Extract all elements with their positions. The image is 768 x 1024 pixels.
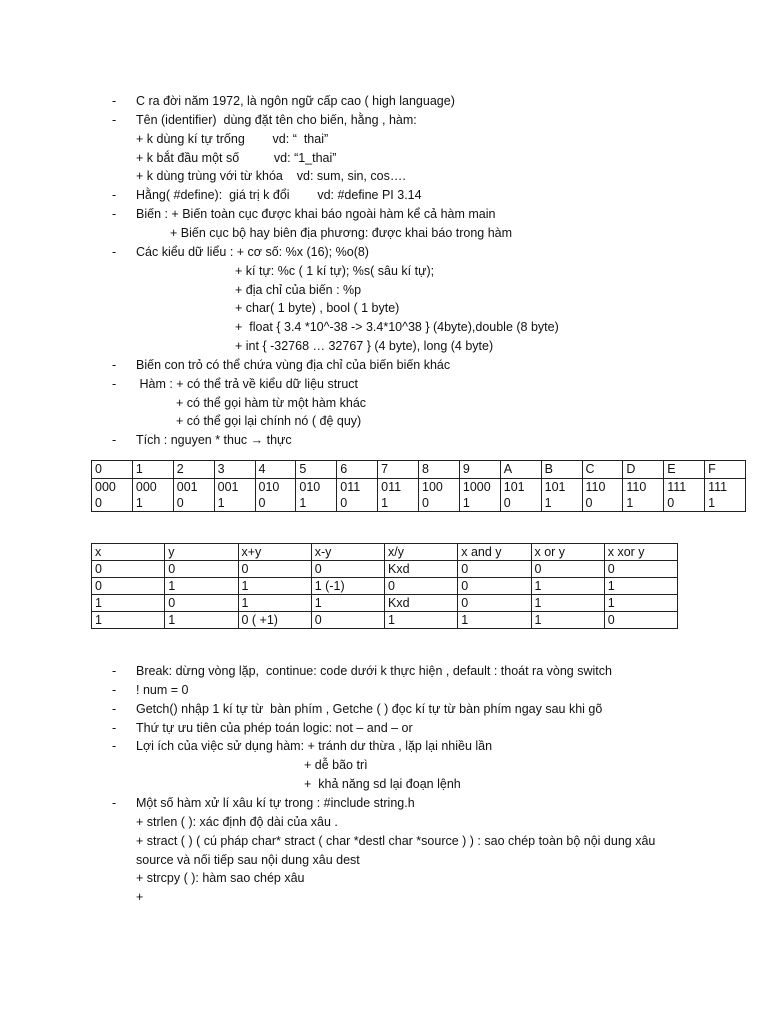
hex-header-cell: 0	[92, 461, 133, 479]
hex-binary-cell	[92, 479, 133, 512]
hex-binary-cell	[582, 479, 623, 512]
hex-binary-cell	[296, 479, 337, 512]
ops-cell: 1	[604, 578, 677, 595]
binary-high-bits: 111	[667, 480, 687, 494]
ops-cell: 0	[604, 561, 677, 578]
ops-cell: 0	[238, 561, 311, 578]
ops-header-cell: x or y	[531, 544, 604, 561]
ops-cell: 0 ( +1)	[238, 612, 311, 629]
note-item: Hàm : + có thể trả về kiểu dữ liệu struct	[136, 376, 359, 391]
hex-binary-row	[92, 479, 746, 512]
hex-binary-cell	[623, 479, 664, 512]
note-subitem: +	[136, 890, 144, 905]
binary-high-bits: 010	[299, 480, 321, 494]
hex-binary-cell	[173, 479, 214, 512]
logic-operations-table	[91, 543, 678, 629]
note-item: Một số hàm xử lí xâu kí tự trong : #include string.h	[136, 795, 415, 810]
ops-header-cell: x	[92, 544, 165, 561]
bullet-dash: -	[112, 188, 117, 203]
ops-header-cell: x+y	[238, 544, 311, 561]
note-subitem: + int { -32768 … 32767 } (4 byte), long (4 byte)	[235, 339, 494, 354]
note-subitem: + k dùng kí tự trống vd: “ thai”	[136, 131, 329, 146]
note-item: Break: dừng vòng lặp, continue: code dưới k thực hiện , default : thoát ra vòng switch	[136, 664, 612, 678]
ops-cell: 0	[604, 612, 677, 629]
hex-header-cell: E	[664, 461, 705, 479]
ops-cell: 1	[458, 612, 531, 629]
bullet-dash: -	[112, 94, 117, 108]
hex-binary-table	[91, 460, 746, 512]
ops-header-row	[92, 544, 678, 561]
binary-high-bits: 000	[95, 480, 116, 494]
binary-high-bits: 000	[135, 480, 157, 494]
binary-high-bits: 011	[381, 480, 402, 494]
note-subitem: + có thể gọi hàm từ một hàm khác	[176, 395, 367, 410]
hex-binary-cell	[132, 479, 173, 512]
binary-high-bits: 111	[708, 480, 728, 494]
note-subitem: + float { 3.4 *10^-38 -> 3.4*10^38 } (4byte),double (8 byte)	[235, 320, 559, 335]
binary-low-bit: 1	[135, 496, 143, 510]
hex-binary-cell	[541, 479, 582, 512]
binary-low-bit: 1	[462, 496, 470, 510]
bullet-dash: -	[112, 112, 117, 127]
ops-cell: 0	[165, 595, 238, 612]
binary-low-bit: 1	[544, 496, 552, 510]
note-subitem: + khả năng sd lại đoạn lệnh	[304, 777, 461, 792]
hex-header-row	[92, 461, 746, 479]
ops-cell: Kxd	[385, 561, 458, 578]
binary-low-bit: 0	[585, 496, 593, 510]
binary-high-bits: 110	[585, 480, 606, 494]
ops-cell: 1	[531, 612, 604, 629]
hex-header-cell: C	[582, 461, 623, 479]
binary-high-bits: 1000	[462, 480, 491, 494]
bullet-dash: -	[112, 664, 117, 678]
ops-cell: 1	[604, 595, 677, 612]
ops-cell: 1	[311, 595, 384, 612]
hex-binary-cell	[705, 479, 746, 512]
ops-header-cell: x xor y	[604, 544, 677, 561]
binary-low-bit: 1	[299, 496, 307, 510]
bullet-dash: -	[112, 795, 117, 810]
note-item: Lợi ích của việc sử dụng hàm: + tránh dư thừa , lặp lại nhiều lần	[136, 739, 493, 754]
hex-header-cell: 4	[255, 461, 296, 479]
note-item: Tên (identifier) dùng đặt tên cho biến, hằng , hàm:	[136, 112, 417, 127]
note-subitem: + địa chỉ của biến : %p	[235, 282, 362, 297]
note-subitem: + kí tự: %c ( 1 kí tự); %s( sâu kí tự);	[235, 263, 435, 278]
note-subitem: source và nối tiếp sau nội dung xâu dest	[136, 852, 360, 867]
note-item: C ra đời năm 1972, là ngôn ngữ cấp cao ( high language)	[136, 94, 455, 108]
bullet-dash: -	[112, 207, 117, 222]
ops-cell: 0	[385, 578, 458, 595]
table-row	[92, 595, 678, 612]
table-row	[92, 612, 678, 629]
hex-header-cell: A	[500, 461, 541, 479]
note-item: ! num = 0	[136, 682, 189, 697]
binary-high-bits: 001	[176, 480, 198, 494]
note-item: Các kiểu dữ liểu : + cơ số: %x (16); %o(8)	[136, 244, 369, 259]
ops-cell: 0	[311, 612, 384, 629]
bullet-dash: -	[112, 357, 117, 372]
binary-low-bit: 0	[667, 496, 675, 510]
hex-binary-cell	[378, 479, 419, 512]
note-item: Hằng( #define): giá trị k đổi vd: #define PI 3.14	[136, 188, 422, 203]
hex-header-cell: 3	[214, 461, 255, 479]
ops-cell: 1 (-1)	[311, 578, 384, 595]
ops-cell: 0	[458, 595, 531, 612]
ops-header-cell: x/y	[385, 544, 458, 561]
binary-high-bits: 101	[503, 480, 525, 494]
note-item: Biến : + Biến toàn cục được khai báo ngoài hàm kể cả hàm main	[136, 207, 496, 222]
table-row	[92, 578, 678, 595]
ops-cell: 1	[238, 578, 311, 595]
binary-low-bit: 0	[95, 496, 102, 510]
binary-low-bit: 0	[176, 496, 184, 510]
hex-header-cell: D	[623, 461, 664, 479]
binary-low-bit: 0	[340, 496, 348, 510]
ops-cell: 0	[165, 561, 238, 578]
hex-header-cell: 1	[132, 461, 173, 479]
note-subitem: + k bắt đầu một số vd: “1_thai”	[136, 150, 337, 165]
note-item: Thứ tự ưu tiên của phép toán logic: not – and – or	[136, 720, 413, 735]
binary-high-bits: 010	[258, 480, 280, 494]
ops-cell: 1	[238, 595, 311, 612]
ops-header-cell: y	[165, 544, 238, 561]
note-subitem: + k dùng trùng với từ khóa vd: sum, sin, cos….	[136, 169, 406, 184]
table-row	[92, 561, 678, 578]
bullet-dash: -	[112, 244, 117, 259]
note-subitem: + dễ bão trì	[304, 758, 368, 773]
ops-cell: 0	[311, 561, 384, 578]
bullet-dash: -	[112, 701, 117, 716]
binary-low-bit: 0	[503, 496, 511, 510]
hex-binary-cell	[419, 479, 460, 512]
ops-header-cell: x-y	[311, 544, 384, 561]
binary-low-bit: 0	[258, 496, 266, 510]
hex-header-cell: 2	[173, 461, 214, 479]
note-item: Getch() nhập 1 kí tự từ bàn phím , Getche ( ) đọc kí tự từ bàn phím ngay sau khi gõ	[136, 701, 603, 716]
hex-binary-cell	[500, 479, 541, 512]
ops-cell: 0	[92, 561, 165, 578]
hex-header-cell: F	[705, 461, 746, 479]
ops-cell: 1	[165, 578, 238, 595]
binary-low-bit: 1	[217, 496, 225, 510]
hex-binary-cell	[255, 479, 296, 512]
binary-high-bits: 001	[217, 480, 239, 494]
ops-cell: 0	[92, 578, 165, 595]
binary-low-bit: 1	[626, 496, 634, 510]
bullet-dash: -	[112, 682, 117, 697]
ops-header-cell: x and y	[458, 544, 531, 561]
binary-high-bits: 100	[422, 480, 443, 494]
hex-header-cell: 8	[419, 461, 460, 479]
ops-cell: 1	[385, 612, 458, 629]
binary-low-bit: 1	[381, 496, 389, 510]
note-item: Biến con trỏ có thể chứa vùng địa chỉ của biến biến khác	[136, 357, 451, 372]
hex-binary-cell	[214, 479, 255, 512]
ops-cell: 1	[531, 595, 604, 612]
ops-cell: 1	[92, 595, 165, 612]
note-subitem: + strlen ( ): xác định độ dài của xâu .	[136, 814, 338, 829]
note-subitem: + Biến cục bộ hay biên địa phương: được khai báo trong hàm	[170, 225, 513, 240]
binary-high-bits: 011	[340, 480, 361, 494]
hex-header-cell: 6	[337, 461, 378, 479]
ops-cell: 0	[531, 561, 604, 578]
note-subitem: + char( 1 byte) , bool ( 1 byte)	[235, 301, 400, 316]
hex-header-cell: 9	[459, 461, 500, 479]
hex-binary-cell	[337, 479, 378, 512]
binary-high-bits: 101	[544, 480, 566, 494]
hex-binary-cell	[664, 479, 705, 512]
note-subitem: + strcpy ( ): hàm sao chép xâu	[136, 871, 305, 886]
ops-cell: 1	[92, 612, 165, 629]
note-subitem: + stract ( ) ( cú pháp char* stract ( char *destl char *source ) ) : sao chép toàn bộ nội dung xâu	[136, 833, 656, 848]
ops-cell: 0	[458, 561, 531, 578]
hex-binary-cell	[459, 479, 500, 512]
bullet-dash: -	[112, 739, 117, 754]
binary-low-bit: 1	[708, 496, 716, 510]
ops-cell: 1	[165, 612, 238, 629]
binary-low-bit: 0	[422, 496, 429, 510]
bullet-dash: -	[112, 433, 117, 448]
hex-header-cell: 5	[296, 461, 337, 479]
note-subitem: + có thể gọi lại chính nó ( đệ quy)	[176, 414, 362, 429]
hex-header-cell: B	[541, 461, 582, 479]
ops-cell: Kxd	[385, 595, 458, 612]
bullet-dash: -	[112, 376, 117, 391]
ops-cell: 1	[531, 578, 604, 595]
hex-header-cell: 7	[378, 461, 419, 479]
bullet-dash: -	[112, 720, 117, 735]
binary-high-bits: 110	[626, 480, 647, 494]
ops-cell: 0	[458, 578, 531, 595]
note-item: Tích : nguyen * thuc → thực	[136, 433, 292, 448]
